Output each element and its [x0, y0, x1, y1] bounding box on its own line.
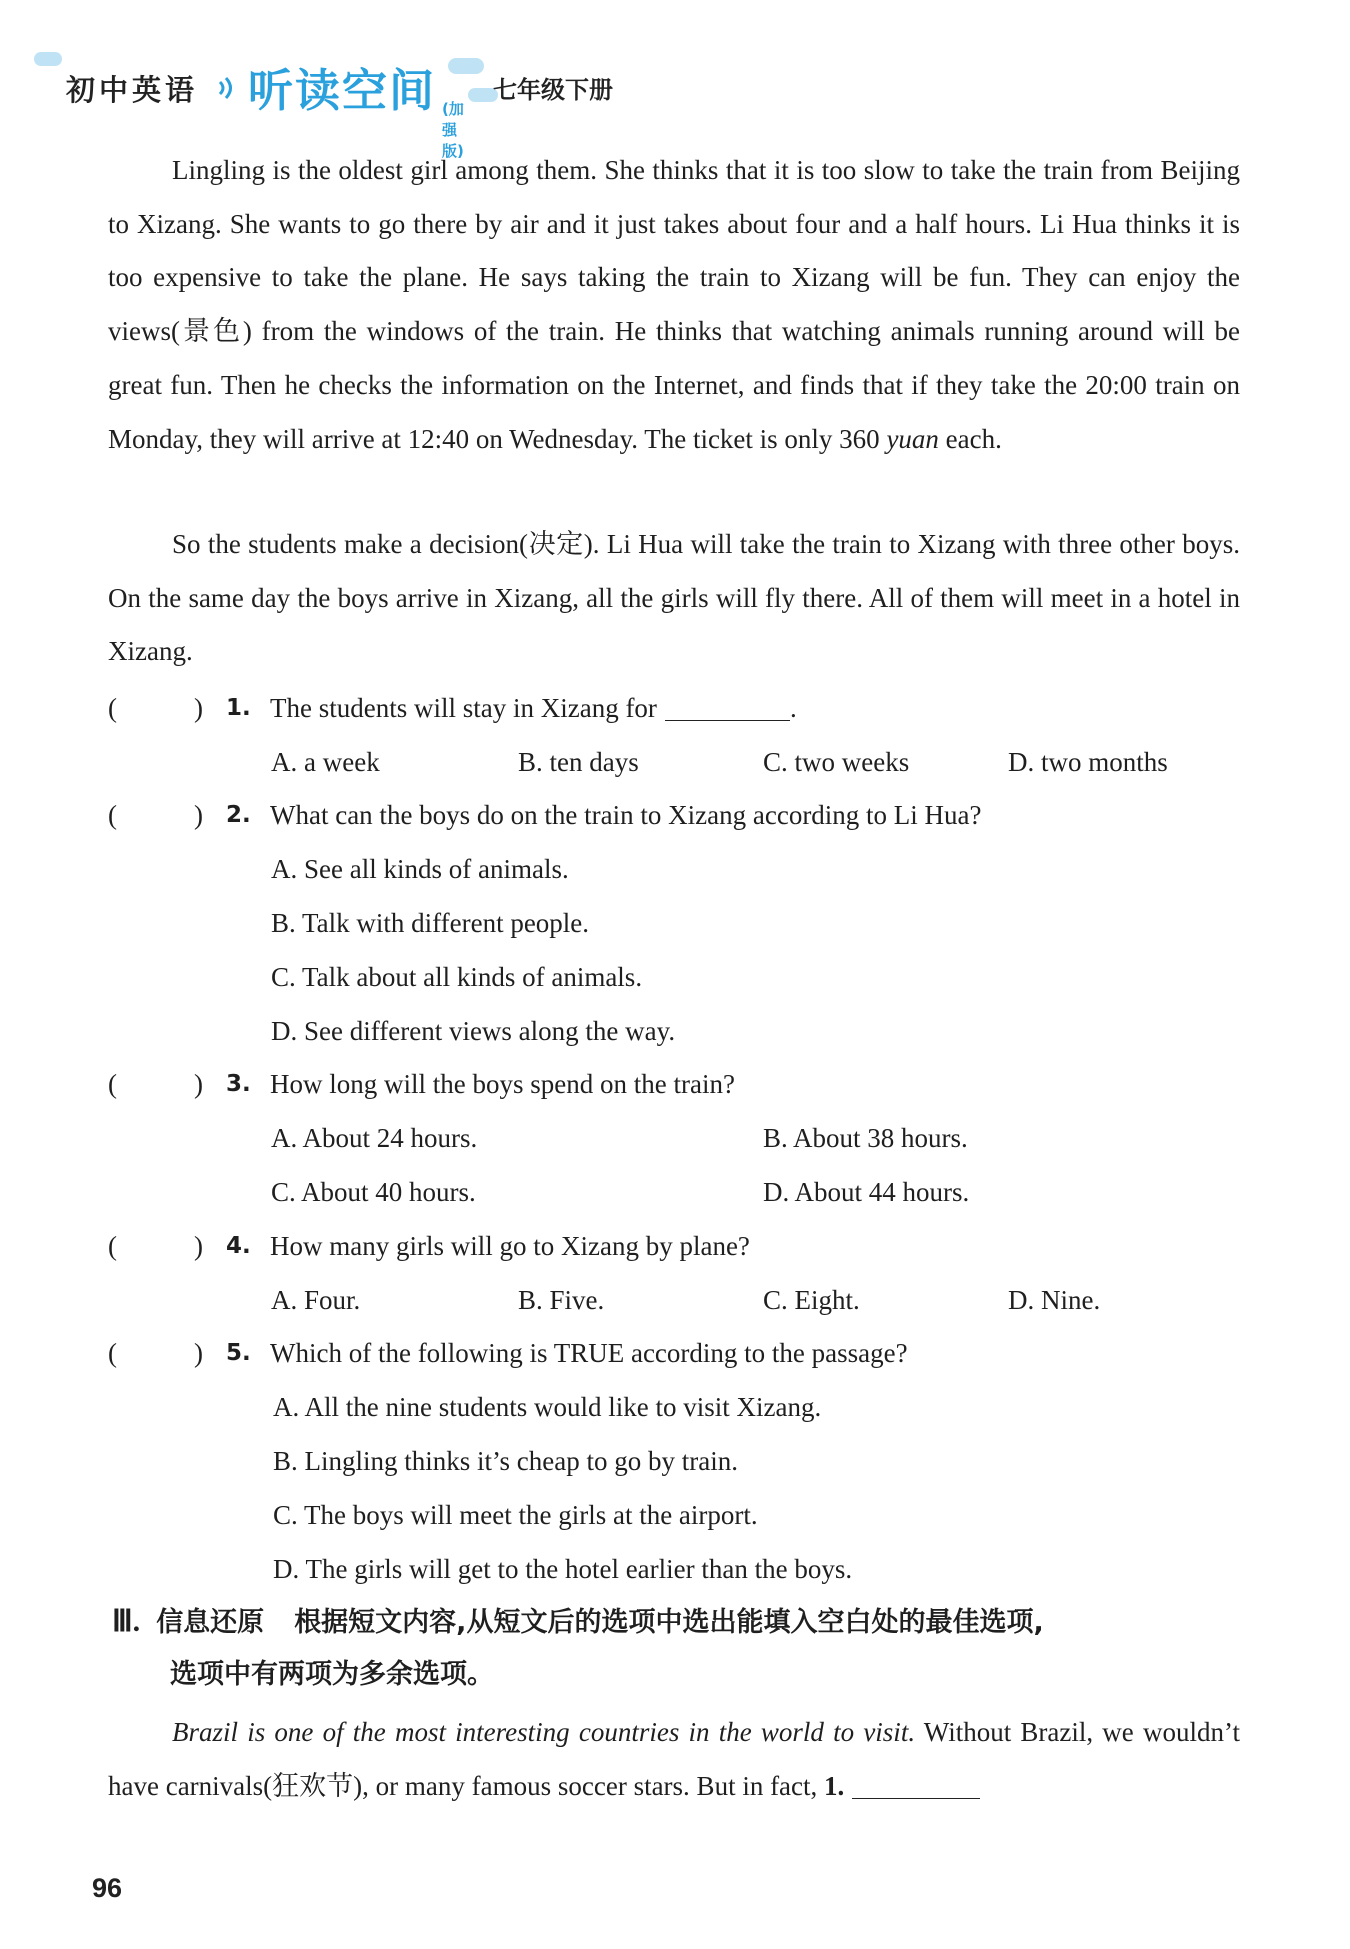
- page-number: 96: [92, 1873, 123, 1903]
- option-a: A. All the nine students would like to visit Xizang.: [273, 1392, 822, 1422]
- section-instruction: 根据短文内容,从短文后的选项中选出能填入空白处的最佳选项,: [294, 1607, 1044, 1638]
- question-number: 5.: [226, 1340, 251, 1366]
- brand-edition: (加强版): [442, 100, 464, 160]
- question-row: [108, 1060, 1248, 1108]
- option-b: B. Talk with different people.: [271, 908, 590, 938]
- option-c: C. Talk about all kinds of animals.: [271, 962, 643, 992]
- section-label: 信息还原: [156, 1607, 265, 1638]
- brand-title: 听读空间: [248, 64, 437, 117]
- question-row: [108, 1329, 1248, 1377]
- cloud-decoration-icon: [34, 52, 62, 66]
- option-b: B. About 38 hours.: [763, 1123, 968, 1153]
- option-d: D. two months: [1008, 747, 1168, 777]
- question-end: .: [789, 693, 797, 723]
- question-row: [108, 684, 1248, 732]
- option-b: B. Lingling thinks it’s cheap to go by train.: [273, 1446, 738, 1476]
- option-d: D. Nine.: [1008, 1285, 1101, 1315]
- book-series-title: 初中英语: [66, 73, 199, 107]
- option-b: B. Five.: [518, 1285, 605, 1315]
- section-roman-numeral: Ⅲ.: [112, 1605, 141, 1638]
- sound-wave-icon: [212, 72, 244, 104]
- question-row: [108, 791, 1248, 839]
- option-d: D. About 44 hours.: [763, 1177, 970, 1207]
- passage-paragraph: [108, 144, 1240, 466]
- question-number: 1.: [226, 695, 251, 721]
- paragraph-end: each.: [938, 423, 1002, 454]
- answer-blank[interactable]: [852, 1766, 980, 1799]
- option-a: A. About 24 hours.: [271, 1123, 478, 1153]
- question-number: 4.: [226, 1233, 251, 1259]
- question-text: How many girls will go to Xizang by plane?: [270, 1231, 750, 1261]
- answer-paren-close: ): [194, 1338, 203, 1368]
- answer-paren-close: ): [194, 1231, 203, 1261]
- currency-word: yuan: [886, 423, 939, 454]
- option-a: A. a week: [271, 747, 380, 777]
- answer-paren-close: ): [194, 1069, 203, 1099]
- question-stem: The students will stay in Xizang for: [270, 693, 657, 723]
- option-d: D. The girls will get to the hotel earlier than the boys.: [273, 1554, 853, 1584]
- answer-blank[interactable]: [665, 688, 790, 721]
- section-passage: [108, 1706, 1240, 1813]
- passage-text: Without Brazil, we wouldn’t have carnivals(狂欢节), or many famous soccer stars. But in fact,: [108, 1717, 1240, 1801]
- option-c: C. The boys will meet the girls at the airport.: [273, 1500, 758, 1530]
- blank-number: 1.: [824, 1770, 845, 1801]
- section-instruction-line2: 选项中有两项为多余选项。: [170, 1659, 494, 1690]
- option-c: C. two weeks: [763, 747, 910, 777]
- option-a: A. Four.: [271, 1285, 361, 1315]
- passage-italic-start: Brazil is one of the most interesting countries in the world to visit.: [172, 1717, 916, 1747]
- paragraph-text: Lingling is the oldest girl among them. She thinks that it is too slow to take the train from Beijing to Xizang. She wants to go there by air and it just takes about four and a half hours. Li Hua thinks it is too expensive to take the plane. He says taking the train to Xizang will be fun. They can enjoy the views(景色) from the windows of the train. He thinks that watching animals running around will be great fun. Then he checks the information on the Internet, and finds that if they take the 20:00 train on Monday, they will arrive at 12:40 on Wednesday. The ticket is only 360: [108, 155, 1240, 454]
- question-number: 2.: [226, 802, 251, 828]
- question-number: 3.: [226, 1071, 251, 1097]
- question-row: [108, 1222, 1248, 1270]
- answer-paren-open: (: [108, 693, 117, 723]
- passage-paragraph: [108, 518, 1240, 679]
- question-text: What can the boys do on the train to Xizang according to Li Hua?: [270, 800, 982, 830]
- option-b: B. ten days: [518, 747, 639, 777]
- paragraph-text: So the students make a decision(决定). Li Hua will take the train to Xizang with three other boys. On the same day the boys arrive in Xizang, all the girls will fly there. All of them will meet in a hotel in Xizang.: [108, 529, 1240, 667]
- brand-logo: [210, 50, 470, 160]
- section-heading: [112, 1596, 1242, 1701]
- question-text: [270, 684, 797, 732]
- answer-paren-open: (: [108, 1231, 117, 1261]
- grade-label: 七年级下册: [493, 76, 613, 104]
- answer-paren-close: ): [194, 693, 203, 723]
- option-c: C. About 40 hours.: [271, 1177, 476, 1207]
- page-header: [28, 50, 748, 160]
- question-text: How long will the boys spend on the train?: [270, 1069, 735, 1099]
- answer-paren-open: (: [108, 800, 117, 830]
- option-d: D. See different views along the way.: [271, 1016, 676, 1046]
- answer-paren-open: (: [108, 1338, 117, 1368]
- answer-paren-close: ): [194, 800, 203, 830]
- option-a: A. See all kinds of animals.: [271, 854, 569, 884]
- question-text: Which of the following is TRUE according to the passage?: [270, 1338, 908, 1368]
- option-c: C. Eight.: [763, 1285, 860, 1315]
- answer-paren-open: (: [108, 1069, 117, 1099]
